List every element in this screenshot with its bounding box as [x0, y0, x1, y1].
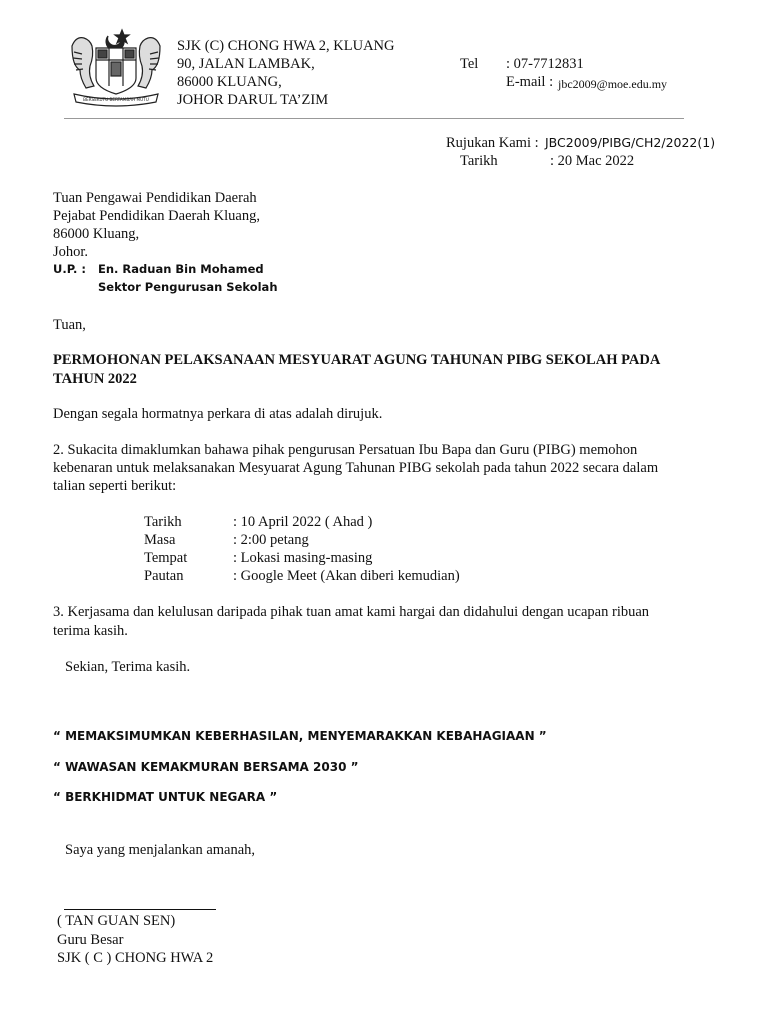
letterhead-divider: [64, 118, 684, 119]
paragraph-3-line-1: 3. Kerjasama dan kelulusan daripada pihak tuan amat kami hargai dan didahului dengan ucapan ribuan: [53, 604, 650, 620]
detail-label: Masa: [144, 532, 176, 548]
svg-text:BERSEKUTU BERTAMBAH MUTU: BERSEKUTU BERTAMBAH MUTU: [83, 97, 149, 102]
malaysia-coat-of-arms-icon: [64, 26, 168, 110]
slogan: “ BERKHIDMAT UNTUK NEGARA ”: [53, 790, 278, 804]
detail-label: Tarikh: [144, 514, 182, 530]
detail-value: : 2:00 petang: [233, 532, 309, 548]
detail-value: : Lokasi masing-masing: [233, 550, 373, 566]
reference-label: Rujukan Kami :: [446, 135, 539, 151]
date-value: : 20 Mac 2022: [550, 153, 635, 169]
detail-label: Tempat: [144, 550, 188, 566]
paragraph-3-line-2: terima kasih.: [53, 623, 128, 639]
address-line-1: 90, JALAN LAMBAK,: [177, 56, 315, 72]
detail-value: : Google Meet (Akan diberi kemudian): [233, 568, 460, 584]
salutation: Tuan,: [53, 317, 86, 333]
attention-name: En. Raduan Bin Mohamed: [98, 262, 264, 276]
trust-line: Saya yang menjalankan amanah,: [65, 842, 256, 858]
subject-line-1: PERMOHONAN PELAKSANAAN MESYUARAT AGUNG TAHUNAN PIBG SEKOLAH PADA: [53, 352, 661, 368]
tel-label: Tel: [460, 56, 479, 72]
email-value[interactable]: jbc2009@moe.edu.my: [558, 77, 668, 91]
slogan: “ WAWASAN KEMAKMURAN BERSAMA 2030 ”: [53, 760, 359, 774]
date-label: Tarikh: [460, 153, 498, 169]
paragraph-2-line-2: kebenaran untuk melaksanakan Mesyuarat Agung Tahunan PIBG sekolah pada tahun 2022 secara dalam: [53, 460, 659, 476]
email-label: E-mail :: [506, 74, 554, 90]
signatory-school: SJK ( C ) CHONG HWA 2: [57, 950, 214, 966]
attention-label: U.P. :: [53, 262, 86, 276]
address-line-3: JOHOR DARUL TA’ZIM: [177, 92, 329, 108]
subject-line-2: TAHUN 2022: [53, 371, 137, 387]
recipient-line-2: Pejabat Pendidikan Daerah Kluang,: [53, 208, 260, 224]
signature-line: [64, 909, 216, 910]
attention-department: Sektor Pengurusan Sekolah: [98, 280, 278, 294]
signatory-title: Guru Besar: [57, 932, 124, 948]
recipient-line-4: Johor.: [53, 244, 89, 260]
paragraph-2-line-1: 2. Sukacita dimaklumkan bahawa pihak pengurusan Persatuan Ibu Bapa dan Guru (PIBG) memohon: [53, 442, 638, 458]
tel-value: : 07-7712831: [506, 56, 584, 72]
detail-label: Pautan: [144, 568, 184, 584]
recipient-line-3: 86000 Kluang,: [53, 226, 140, 242]
intro-paragraph: Dengan segala hormatnya perkara di atas adalah dirujuk.: [53, 406, 383, 422]
recipient-line-1: Tuan Pengawai Pendidikan Daerah: [53, 190, 257, 206]
slogan: “ MEMAKSIMUMKAN KEBERHASILAN, MENYEMARAKKAN KEBAHAGIAAN ”: [53, 729, 547, 743]
detail-value: : 10 April 2022 ( Ahad ): [233, 514, 373, 530]
school-name: SJK (C) CHONG HWA 2, KLUANG: [177, 38, 395, 54]
address-line-2: 86000 KLUANG,: [177, 74, 282, 90]
signatory-name: ( TAN GUAN SEN): [57, 913, 176, 929]
closing-line: Sekian, Terima kasih.: [65, 659, 191, 675]
paragraph-2-line-3: talian seperti berikut:: [53, 478, 177, 494]
reference-value: JBC2009/PIBG/CH2/2022(1): [545, 135, 716, 150]
